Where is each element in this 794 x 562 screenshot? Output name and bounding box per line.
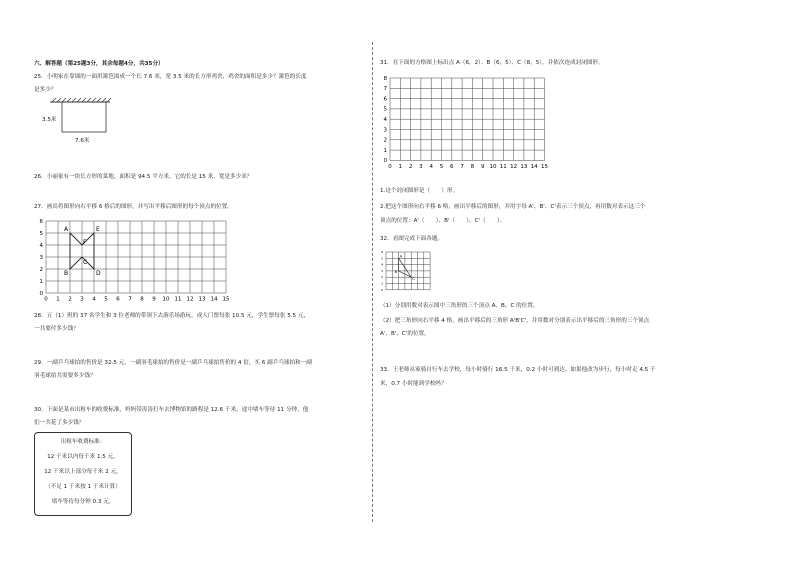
vertex-label: A <box>399 254 403 259</box>
y-tick-label: 6 <box>381 250 383 254</box>
y-tick-label: 8 <box>383 75 387 82</box>
x-tick-label: 4 <box>92 296 96 303</box>
x-tick-label: 1 <box>56 296 60 303</box>
question-32-sub1: （1）分别用数对表示图中三角形的三个顶点 A、B、C 的位置。 <box>380 303 539 309</box>
y-tick-label: 2 <box>383 137 387 144</box>
y-tick-label: 3 <box>381 268 383 273</box>
question-32: 32．看图完成下面各题。 <box>380 236 444 242</box>
q31-grid <box>380 75 560 175</box>
question-32-sub2-line2: A'、B'、C'的位置。 <box>380 331 430 337</box>
question-29-line2: 羽毛球拍共需要多少钱？ <box>34 373 96 379</box>
x-tick-label: 7 <box>460 163 464 170</box>
question-33-line2: 米，0.7 小时能到学校吗？ <box>380 381 447 387</box>
y-tick-label: 1 <box>383 147 387 154</box>
y-tick-label: 2 <box>381 275 383 280</box>
taxi-fare-rule: 堵车等待每分钟 0.3 元。 <box>51 499 115 505</box>
x-tick-label: 8 <box>470 163 475 170</box>
x-tick-label: 12 <box>186 296 194 303</box>
question-25-line1: 25．小明家在靠墙的一面用篱笆围成一个长 7.6 米，宽 3.5 米的长方形鸡舍，鸡舍的面积是多少？篱笆的长度 <box>34 74 307 80</box>
y-tick-label: 1 <box>381 281 383 286</box>
y-tick-label: 4 <box>381 262 383 267</box>
taxi-fare-title: 出租车收费标准： <box>60 439 106 445</box>
y-tick-label: 5 <box>39 230 43 237</box>
x-tick-label: 10 <box>489 163 497 170</box>
y-tick-label: 3 <box>39 254 43 261</box>
x-tick-label: 14 <box>210 296 218 303</box>
x-tick-label: 10 <box>162 296 170 303</box>
question-30-line2: 们一共花了多少钱？ <box>34 420 85 426</box>
x-tick-label: 9 <box>480 163 485 170</box>
x-tick-label: 13 <box>520 163 528 170</box>
x-tick-label: 2 <box>68 296 72 303</box>
y-tick-label: 4 <box>39 242 43 249</box>
question-26: 26．小丽家有一块长方形的菜地，面积是 94.5 平方米，它的长是 15 米，宽是多少米？ <box>34 174 253 180</box>
x-tick-label: 8 <box>140 296 144 303</box>
question-30-line1: 30．下面是某市出租车的收费标准，妈妈带涛涛打车去博物馆的路程是 12.6 千米，途中堵车等待 11 分钟，他 <box>34 407 309 413</box>
x-tick-label: 11 <box>174 296 182 303</box>
x-tick-label: 1 <box>398 163 403 170</box>
question-31-sub2-line2: 顶点的位置：A'（ ）、B'（ ）、C'（ ）。 <box>380 218 506 224</box>
taxi-fare-rule: 12 千米以上部分每千米 2 元， <box>44 469 122 475</box>
question-31-sub1: 1.这个封闭图形是（ ）形。 <box>380 188 459 194</box>
x-tick-label: 5 <box>439 163 444 170</box>
taxi-fare-rule: 12 千米以内每千米 1.5 元， <box>47 454 119 460</box>
y-tick-label: 2 <box>39 266 43 273</box>
y-tick-label: 6 <box>383 96 387 103</box>
question-29-line1: 29．一副乒乓球拍的售价是 32.5 元，一副羽毛球拍的售价是一副乒乓球拍售价的 4 倍，买 6 副乒乓球拍和一副 <box>34 360 312 366</box>
y-tick-label: 5 <box>381 256 383 261</box>
vertex-label: C <box>83 259 88 266</box>
q25-length-label: 7.6米 <box>75 138 90 144</box>
vertex-label: C <box>412 277 415 282</box>
x-tick-label: 0 <box>388 163 392 170</box>
question-25-line2: 是多少？ <box>34 87 57 93</box>
x-tick-label: 5 <box>104 296 108 303</box>
vertex-label: B <box>64 270 69 277</box>
taxi-fare-rule: （不足 1 千米按 1 千米计算） <box>45 484 121 490</box>
y-tick-label: 7 <box>383 86 387 93</box>
vertex-label: F <box>83 239 87 246</box>
x-tick-label: 11 <box>499 163 507 170</box>
y-tick-label: 3 <box>383 127 387 134</box>
x-tick-label: 6 <box>116 296 120 303</box>
section-title: 六、解答题（第25题3分，其余每题4分，共35分） <box>34 61 164 67</box>
taxi-fare-box <box>34 432 132 516</box>
vertex-label: E <box>96 226 100 233</box>
x-tick-label: 14 <box>530 163 538 170</box>
q25-width-label: 3.5米 <box>42 117 57 123</box>
y-tick-label: 0 <box>381 287 383 292</box>
x-tick-label: 13 <box>198 296 206 303</box>
vertex-label: B <box>394 269 398 274</box>
y-tick-label: 6 <box>39 218 43 225</box>
x-tick-label: 0 <box>44 296 48 303</box>
y-tick-label: 4 <box>383 117 387 124</box>
x-tick-label: 2 <box>408 163 413 170</box>
x-tick-label: 3 <box>80 296 84 303</box>
question-27: 27．画出将图形向右平移 6 格后的图形，并写出平移后图形的每个顶点的位置。 <box>34 204 233 210</box>
x-tick-label: 7 <box>128 296 132 303</box>
question-31: 31．在下面的方格图上标出点 A（6，2）、B（6，5）、C（8，5），并依次连成封闭图形。 <box>380 60 604 66</box>
y-tick-label: 1 <box>39 278 43 285</box>
y-tick-label: 0 <box>383 158 387 165</box>
x-tick-label: 6 <box>450 163 454 170</box>
y-tick-label: 0 <box>39 290 43 297</box>
column-divider <box>372 42 373 522</box>
x-tick-label: 15 <box>222 296 230 303</box>
q32-grid <box>380 250 440 296</box>
question-32-sub2: （2）把三角形向右平移 4 格，画出平移后的三角形 A'B'C'，并用数对分别表示出平移后的三角形的三个顶点 <box>380 318 650 324</box>
question-28-line2: 一共要付多少钱？ <box>34 326 79 332</box>
x-tick-label: 3 <box>419 163 423 170</box>
question-33-line1: 33．王老师从家骑自行车去学校，每小时骑行 16.5 千米，0.2 小时可到达。如果他改为步行，每小时走 4.5 千 <box>380 367 656 373</box>
x-tick-label: 9 <box>152 296 156 303</box>
q27-grid <box>36 218 236 308</box>
y-tick-label: 5 <box>383 106 387 113</box>
x-tick-label: 4 <box>429 163 433 170</box>
x-tick-label: 15 <box>541 163 548 170</box>
vertex-label: A <box>64 226 69 233</box>
question-28-line1: 28．五（1）班的 37 名学生和 3 位老师的带领下去游乐场游玩，成人门票每张 10.5 元，学生票每张 5.5 元， <box>34 313 310 319</box>
vertex-label: D <box>96 270 101 277</box>
question-31-sub2-line1: 2.把这个图形向右平移 6 格，画出平移后的图形，并用字母 A'、B'、C'表示三个顶点，再用数对表示这三个 <box>380 204 646 210</box>
x-tick-label: 12 <box>510 163 518 170</box>
